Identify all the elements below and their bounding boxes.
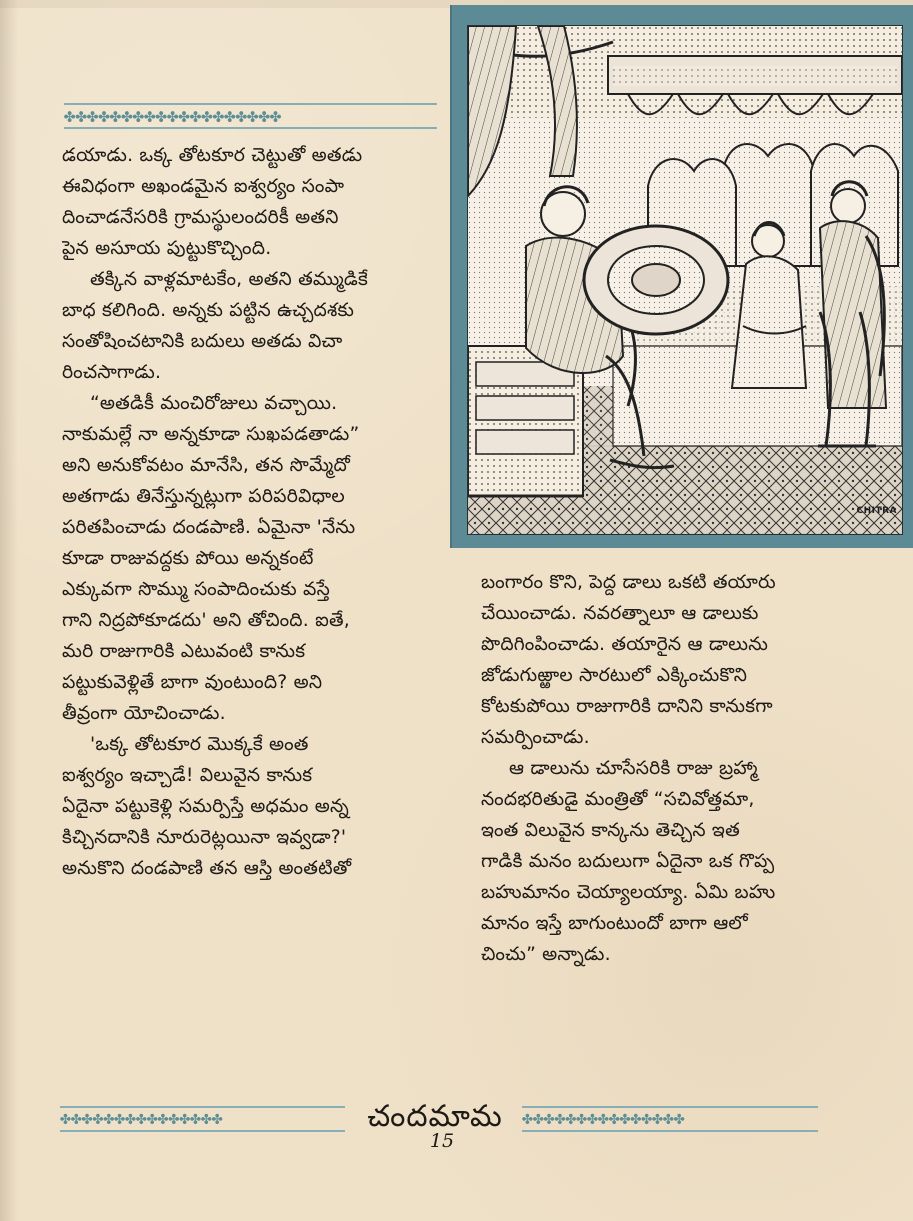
left-line-7: సంతోషించటానికి బదులు అతడు విచా bbox=[62, 331, 343, 352]
left-line-22: ఏదైనా పట్టుకెళ్లి సమర్పిస్తే అధమం అన్న bbox=[62, 796, 349, 817]
left-line-17: మరి రాజుగారికి ఎటువంటి కానుక bbox=[62, 641, 306, 662]
right-line-10: గాడికి మనం బదులుగా ఏదైనా ఒక గొప్ప bbox=[481, 851, 775, 872]
left-line-16: గాని నిద్రపోకూడదు' అని తోచింది. ఐతే, bbox=[62, 610, 350, 631]
left-line-9: “అతడికీ మంచిరోజులు వచ్చాయి. bbox=[90, 393, 338, 414]
left-line-2: ఈవిధంగా అఖండమైన ఐశ్వర్యం సంపా bbox=[62, 176, 345, 197]
left-line-15: ఎక్కువగా సొమ్ము సంపాదించుకు వస్తే bbox=[62, 579, 330, 600]
right-line-4: జోడుగుఱ్ఱాల సారటులో ఎక్కించుకొని bbox=[481, 665, 748, 686]
left-line-10: నాకుమల్లే నా అన్నకూడా సుఖపడతాడు” bbox=[62, 424, 360, 445]
right-line-12: మానం ఇస్తే బాగుంటుందో బాగా ఆలో bbox=[481, 913, 748, 934]
story-illustration bbox=[467, 25, 903, 535]
top-ornament-divider: ✤✤✤✤✤✤✤✤✤✤✤✤✤✤✤✤✤✤✤ bbox=[64, 103, 437, 129]
right-line-11: బహుమానం చెయ్యాలయ్యా. ఏమి బహు bbox=[481, 882, 776, 903]
left-line-23: కిచ్చినదానికి నూరురెట్లయినా ఇవ్వడా?' bbox=[62, 827, 347, 848]
footer-left-ornament: ✤✤✤✤✤✤✤✤✤✤✤✤✤✤✤ bbox=[60, 1106, 345, 1132]
palace-scene-illustration bbox=[468, 26, 902, 534]
left-line-4: పైన అసూయ పుట్టుకొచ్చింది. bbox=[62, 238, 272, 259]
left-line-11: అని అనుకోవటం మానేసి, తన సొమ్మేదో bbox=[62, 455, 350, 476]
footer-right-ornament: ✤✤✤✤✤✤✤✤✤✤✤✤✤✤✤ bbox=[522, 1106, 818, 1132]
story-illustration-frame bbox=[450, 5, 913, 548]
left-line-20: 'ఒక్క తోటకూర మొక్కకే అంత bbox=[90, 734, 309, 755]
right-line-8: నందభరితుడై మంత్రితో “సచివోత్తమా, bbox=[481, 789, 755, 810]
right-line-1: బంగారం కొని, పెద్ద డాలు ఒకటి తయారు bbox=[481, 572, 776, 593]
magazine-title: చందమామ bbox=[367, 1099, 503, 1134]
right-text-column bbox=[481, 568, 844, 965]
right-line-5: కోటకుపోయి రాజుగారికి దానిని కానుకగా bbox=[481, 696, 773, 717]
right-line-9: ఇంత విలువైన కాన్కను తెచ్చిన ఇత bbox=[481, 820, 740, 841]
left-line-3: దించాడనేసరికి గ్రామస్థులందరికీ అతని bbox=[62, 207, 339, 228]
right-line-6: సమర్పించాడు. bbox=[481, 727, 590, 748]
left-text-column bbox=[62, 141, 436, 879]
left-line-6: బాధ కలిగింది. అన్నకు పట్టిన ఉచ్చదశకు bbox=[62, 300, 355, 321]
left-line-1: డయాడు. ఒక్క తోటకూర చెట్టుతో అతడు bbox=[62, 145, 363, 166]
right-line-3: పొదిగింపించాడు. తయారైన ఆ డాలును bbox=[481, 634, 769, 655]
artist-signature: CHITRA bbox=[856, 506, 897, 516]
page-left-shadow bbox=[0, 0, 18, 1221]
right-line-7: ఆ డాలును చూసేసరికి రాజు బ్రహ్మా bbox=[509, 758, 758, 779]
left-line-18: పట్టుకువెళ్లితే బాగా వుంటుంది? అని bbox=[62, 672, 323, 693]
left-line-8: రించసాగాడు. bbox=[62, 362, 162, 383]
left-line-24: అనుకొని దండపాణి తన ఆస్తి అంతటితో bbox=[62, 858, 352, 879]
left-line-14: కూడా రాజువద్దకు పోయి అన్నకంటే bbox=[62, 548, 314, 569]
page-number: 15 bbox=[429, 1130, 455, 1152]
left-line-13: పరితపించాడు దండపాణి. ఏమైనా 'నేను bbox=[62, 517, 356, 538]
left-line-19: తీవ్రంగా యోచించాడు. bbox=[62, 703, 226, 724]
right-line-13: చించు” అన్నాడు. bbox=[481, 944, 611, 965]
right-line-2: చేయించాడు. నవరత్నాలూ ఆ డాలుకు bbox=[481, 603, 759, 624]
left-line-5: తక్కిన వాళ్లమాటకేం, అతని తమ్ముడికే bbox=[90, 269, 368, 290]
left-line-12: అతగాడు తినేస్తున్నట్లుగా పరిపరివిధాల bbox=[62, 486, 345, 507]
left-line-21: ఐశ్వర్యం ఇచ్చాడే! విలువైన కానుక bbox=[62, 765, 313, 786]
